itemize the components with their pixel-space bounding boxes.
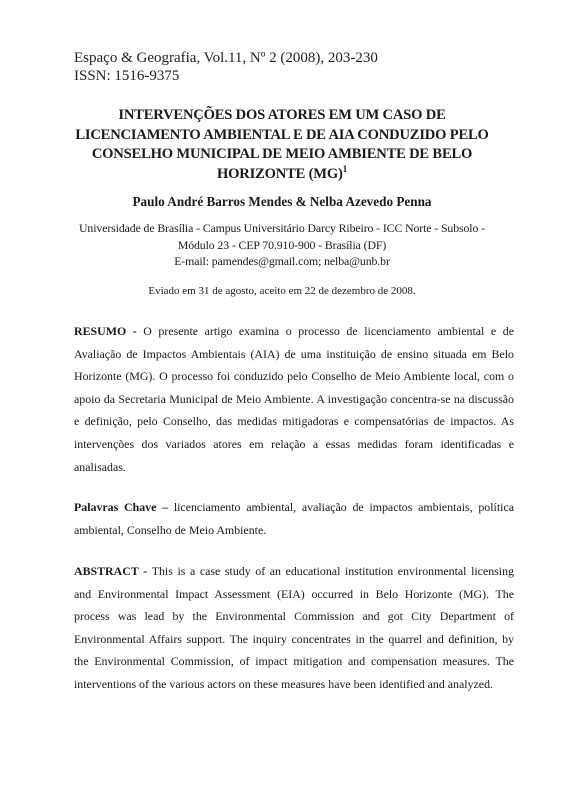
article-authors: Paulo André Barros Mendes & Nelba Azevedo Penna [132,194,432,209]
abstract-text: This is a case study of an educational institution environmental licensing and Environmental Impact Assessment (EIA) occurred in Belo Horizonte (MG). The process was lead by the Environmental Commission and got City Department of Environmental Affairs support. The inquiry concentrates in the quarrel and definition, by the Environmental Commission, of impact mitigation and compensation measures. The interventions of the various actors on these measures have been identified and analyzed. [74,564,514,691]
article-title [60,106,504,184]
submission-dates: Eviado em 31 de agosto, aceito em 22 de dezembro de 2008. [148,285,416,297]
journal-citation: Espaço & Geografia, Vol.11, Nº 2 (2008), 203-230 [74,50,378,66]
abstract-paragraph [74,560,514,696]
resumo-paragraph [74,320,514,478]
keywords-paragraph [74,496,514,541]
affiliation-line-1: Universidade de Brasília - Campus Universitário Darcy Ribeiro - ICC Norte - Subsolo - [79,221,485,235]
article-title-text: INTERVENÇÕES DOS ATORES EM UM CASO DE LICENCIAMENTO AMBIENTAL E DE AIA CONDUZIDO PELO CONSELHO MUNICIPAL DE MEIO AMBIENTE DE BELO HORIZONTE (MG) [75,107,489,182]
resumo-label: RESUMO - [74,324,144,338]
abstract-label: ABSTRACT - [74,564,152,578]
author-email: E-mail: pamendes@gmail.com; nelba@unb.br [174,254,390,268]
keywords-label: Palavras Chave – [74,500,174,514]
journal-issn: ISSN: 1516-9375 [74,68,180,84]
author-affiliation [60,220,504,270]
affiliation-line-2: Módulo 23 - CEP 70.910-900 - Brasília (DF) [177,237,387,252]
journal-header [74,49,378,85]
resumo-text: O presente artigo examina o processo de licenciamento ambiental e de Avaliação de Impactos Ambientais (AIA) de uma instituição de ensino situada em Belo Horizonte (MG). O processo foi conduzido pelo Conselho de Meio Ambiente local, com o apoio da Secretaria Municipal de Meio Ambiente. A investigação concentra-se na discussão e definição, pelo Conselho, das medidas mitigadoras e compensatórias de impactos. As intervenções dos variados atores em relação a essas medidas foram identificadas e analisadas. [74,324,514,474]
title-footnote-mark: 1 [342,163,348,174]
keywords-text: licenciamento ambiental, avaliação de impactos ambientais, política ambiental, Conselho de Meio Ambiente. [74,500,514,537]
